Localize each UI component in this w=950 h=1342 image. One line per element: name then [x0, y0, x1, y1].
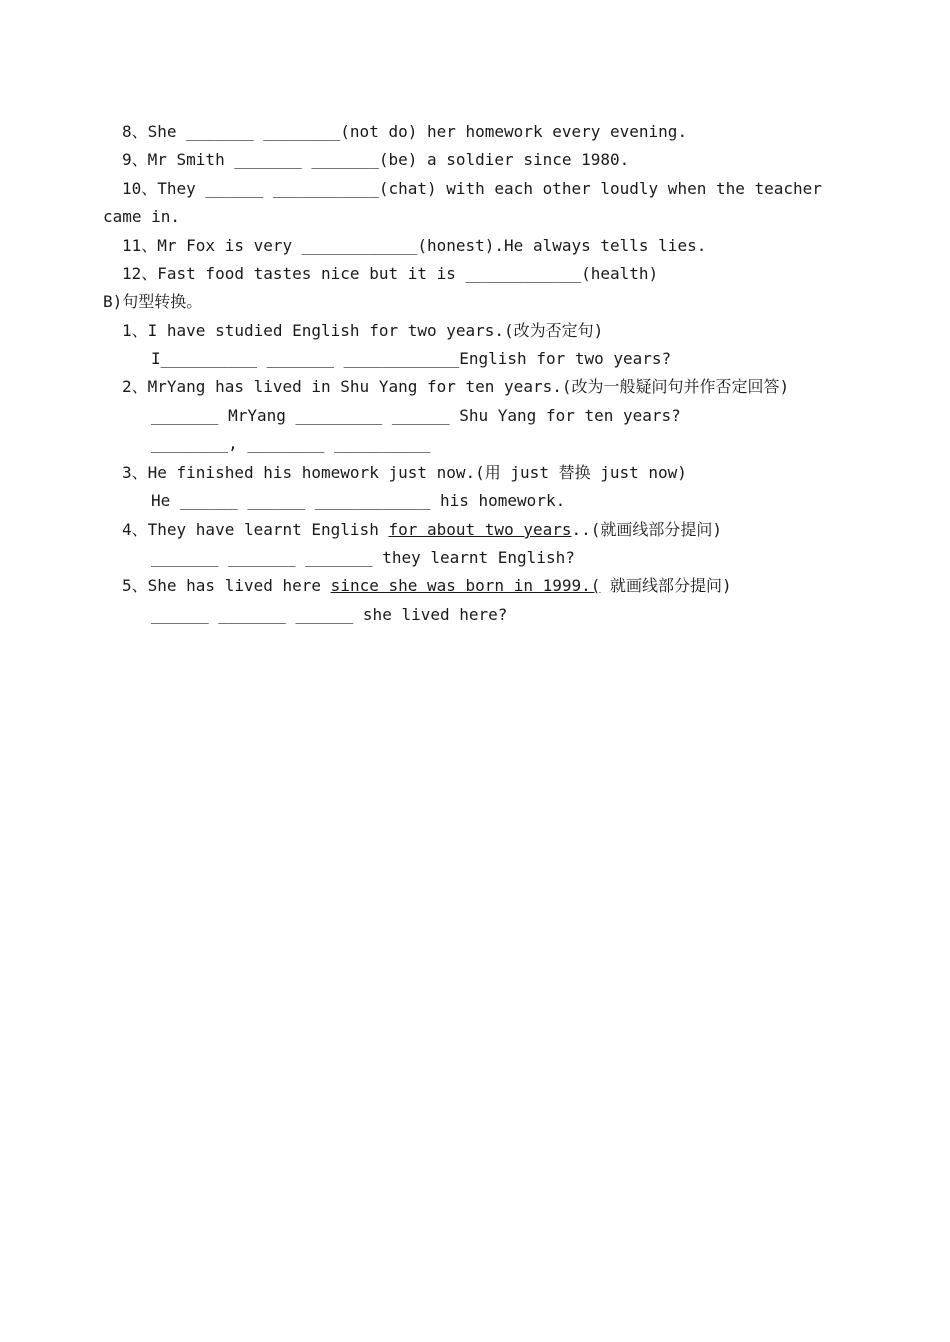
question-5	[122, 576, 732, 596]
question-4-suffix: ..(就画线部分提问)	[571, 520, 723, 539]
question-5-answer: ______ _______ ______ she lived here?	[151, 605, 508, 624]
exercise-item-12: 12、Fast food tastes nice but it is ____________(health)	[122, 264, 659, 283]
question-5-suffix: 就画线部分提问)	[600, 576, 732, 595]
exercise-item-11: 11、Mr Fox is very ____________(honest).He always tells lies.	[122, 236, 707, 255]
question-5-underlined-part: since she was born in 1999.(	[330, 576, 601, 595]
exercise-item-10: 10、They ______ ___________(chat) with each other loudly when the teacher	[122, 179, 822, 198]
question-4-answer: _______ _______ _______ they learnt English?	[151, 548, 575, 567]
question-4-underlined-part: for about two years	[388, 520, 572, 539]
exercise-item-8: 8、She _______ ________(not do) her homework every evening.	[122, 122, 688, 141]
question-4-prefix: 4、They have learnt English	[122, 520, 389, 539]
exercise-item-10-continued: came in.	[103, 207, 181, 226]
section-b-heading: B)句型转换。	[103, 292, 203, 311]
question-1-answer: I__________ _______ ____________English for two years?	[151, 349, 672, 368]
question-2: 2、MrYang has lived in Shu Yang for ten years.(改为一般疑问句并作否定回答)	[122, 377, 790, 396]
question-3: 3、He finished his homework just now.(用 just 替换 just now)	[122, 463, 687, 482]
question-5-prefix: 5、She has lived here	[122, 576, 331, 595]
question-2-short-answer: ________, ________ __________	[151, 434, 431, 453]
question-1: 1、I have studied English for two years.(改为否定句)	[122, 321, 604, 340]
question-3-answer: He ______ ______ ____________ his homework.	[151, 491, 566, 510]
question-4	[122, 520, 722, 540]
question-2-answer: _______ MrYang _________ ______ Shu Yang for ten years?	[151, 406, 681, 425]
exercise-item-9: 9、Mr Smith _______ _______(be) a soldier since 1980.	[122, 150, 630, 169]
